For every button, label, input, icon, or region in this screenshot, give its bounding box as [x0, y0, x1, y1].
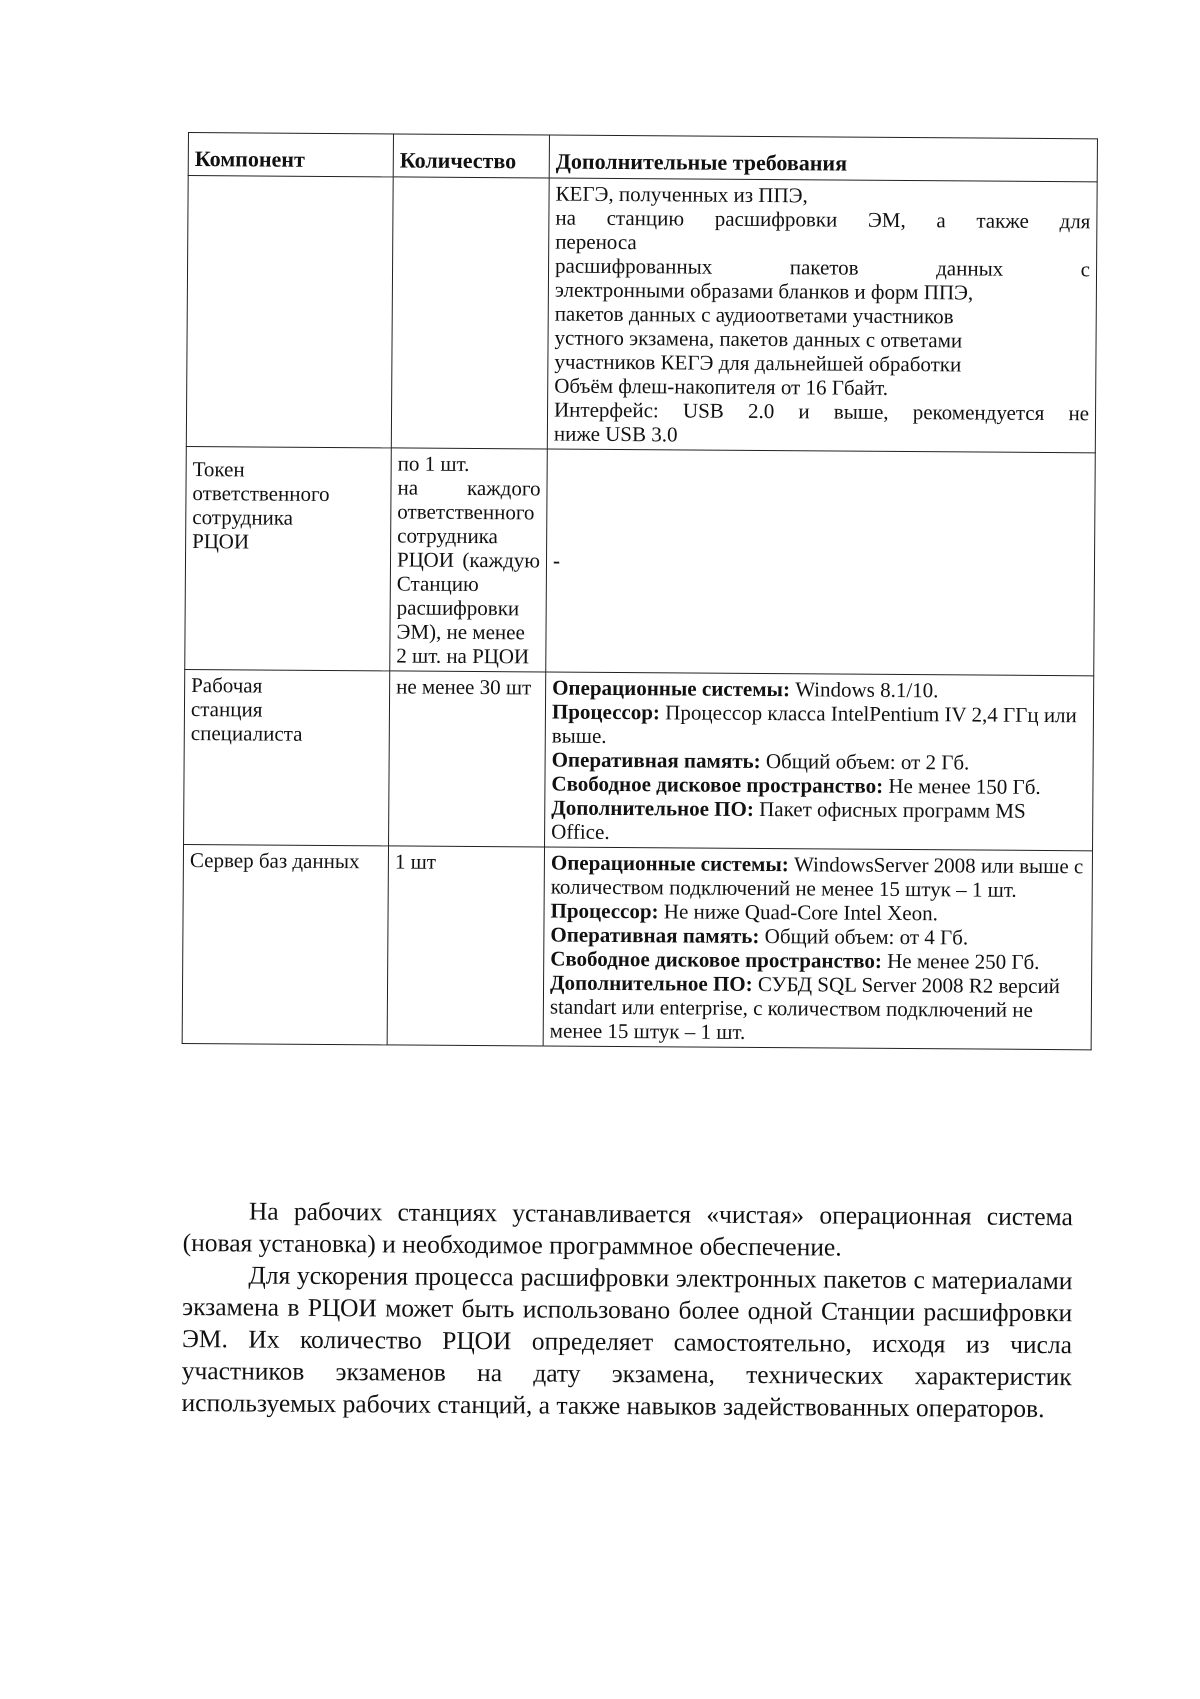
header-requirements: Дополнительные требования — [549, 135, 1097, 182]
cell-quantity-empty — [391, 177, 549, 449]
disk-label: Свободное дисковое пространство: — [551, 771, 884, 798]
cell-requirements-server — [543, 847, 1092, 1050]
cell-component-server: Сервер баз данных — [182, 844, 388, 1044]
text-line: на каждого — [397, 475, 541, 501]
cpu-label: Процессор: — [550, 898, 659, 924]
disk-value: Не менее 150 Гб. — [883, 773, 1041, 799]
text-line: участников КЕГЭ для дальнейшей обработки — [554, 349, 962, 377]
table-header-row — [188, 133, 1097, 182]
ram-value: Общий объем: от 4 Гб. — [759, 924, 969, 950]
text-line: Интерфейс: USB 2.0 и выше, рекомендуется не — [553, 397, 1090, 426]
table-row — [185, 446, 1096, 675]
requirements-table — [182, 132, 1098, 1050]
software-value: Пакет офисных программ MS Office. — [551, 796, 1026, 844]
cpu-label: Процессор: — [551, 699, 661, 725]
text-line: электронными образами бланков и форм ППЭ, — [554, 277, 974, 305]
software-label: Дополнительное ПО: — [551, 795, 754, 821]
ram-value: Общий объем: от 2 Гб. — [760, 749, 970, 775]
text-line: расшифровки — [396, 595, 520, 621]
text-line: устного экзамена, пакетов данных с ответами — [554, 325, 963, 353]
cell-requirements-workstation — [545, 672, 1094, 851]
text-line: Рабочая — [191, 673, 263, 698]
cell-component-token — [185, 446, 392, 670]
cell-component-workstation — [184, 669, 390, 845]
text-line: Объём флеш-накопителя от 16 Гбайт. — [554, 373, 889, 400]
text-line: сотрудника — [397, 523, 499, 549]
ram-label: Оперативная память: — [550, 922, 760, 949]
text-line: ниже USB 3.0 — [553, 421, 678, 447]
text-line: по 1 шт. — [397, 451, 470, 476]
cpu-value: Процессор класса IntelPentium IV 2,4 ГГц или выше. — [551, 700, 1077, 748]
text-line: пакетов данных с аудиоответами участников — [554, 301, 954, 329]
text-line: Станцию — [396, 571, 479, 597]
disk-label: Свободное дисковое пространство: — [550, 946, 882, 973]
text-line: специалиста — [190, 721, 303, 746]
text-line: ответственного — [397, 499, 535, 525]
text-line: сотрудника — [192, 505, 294, 530]
os-label: Операционные системы: — [550, 850, 789, 877]
text-line: переноса — [555, 229, 637, 255]
cell-requirements-token: - — [546, 449, 1096, 676]
text-line: на станцию расшифровки ЭМ, а также для — [555, 205, 1091, 234]
text-line: расшифрованных пакетов данных с — [554, 253, 1091, 282]
cell-quantity-server: 1 шт — [387, 846, 544, 1046]
paragraph: На рабочих станциях устанавливается «чистая» операционная система (новая установка) и необходимое программное обеспечение. — [182, 1196, 1073, 1262]
cell-component-empty — [186, 176, 393, 448]
cell-quantity-workstation: не менее 30 шт — [389, 671, 546, 847]
text-line: станция — [190, 697, 263, 722]
table-row — [186, 176, 1097, 453]
disk-value: Не менее 250 Гб. — [881, 948, 1040, 974]
text-line: РЦОИ — [192, 529, 250, 554]
text-line: ответственного — [192, 481, 330, 506]
cell-requirements-flash — [547, 178, 1097, 453]
text-line: КЕГЭ, полученных из ППЭ, — [555, 181, 808, 208]
os-value: WindowsServer 2008 или выше с количеством подключений не менее 15 штук – 1 шт. — [550, 852, 1084, 902]
os-label: Операционные системы: — [552, 675, 791, 702]
text-line: ЭМ), не менее — [396, 619, 525, 645]
paragraph: Для ускорения процесса расшифровки электронных пакетов с материалами экзамена в РЦОИ может быть использовано более одной Станции расшифровки ЭМ. Их количество РЦОИ определяет самостоятельно, исходя из числа участников экзаменов на дату экзамена, технических характеристик используемых рабочих станций, а также навыков задействованных операторов. — [181, 1260, 1073, 1424]
table-row — [184, 669, 1094, 850]
ram-label: Оперативная память: — [551, 747, 761, 774]
text-line: Токен — [192, 457, 245, 482]
cpu-value: Не ниже Quad-Core Intel Xeon. — [658, 899, 938, 926]
text-line: РЦОИ (каждую — [396, 547, 541, 573]
software-label: Дополнительное ПО: — [549, 970, 753, 996]
table-row — [182, 844, 1092, 1049]
text-line: 2 шт. на РЦОИ — [396, 643, 530, 669]
software-value: СУБД SQL Server 2008 R2 версий standart или enterprise, с количеством подключений не менее 15 штук – 1 шт. — [549, 971, 1061, 1044]
os-value: Windows 8.1/10. — [789, 677, 939, 703]
header-component: Компонент — [188, 133, 393, 177]
cell-quantity-token — [390, 448, 548, 672]
header-quantity: Количество — [393, 134, 549, 178]
body-text — [181, 1195, 1073, 1425]
